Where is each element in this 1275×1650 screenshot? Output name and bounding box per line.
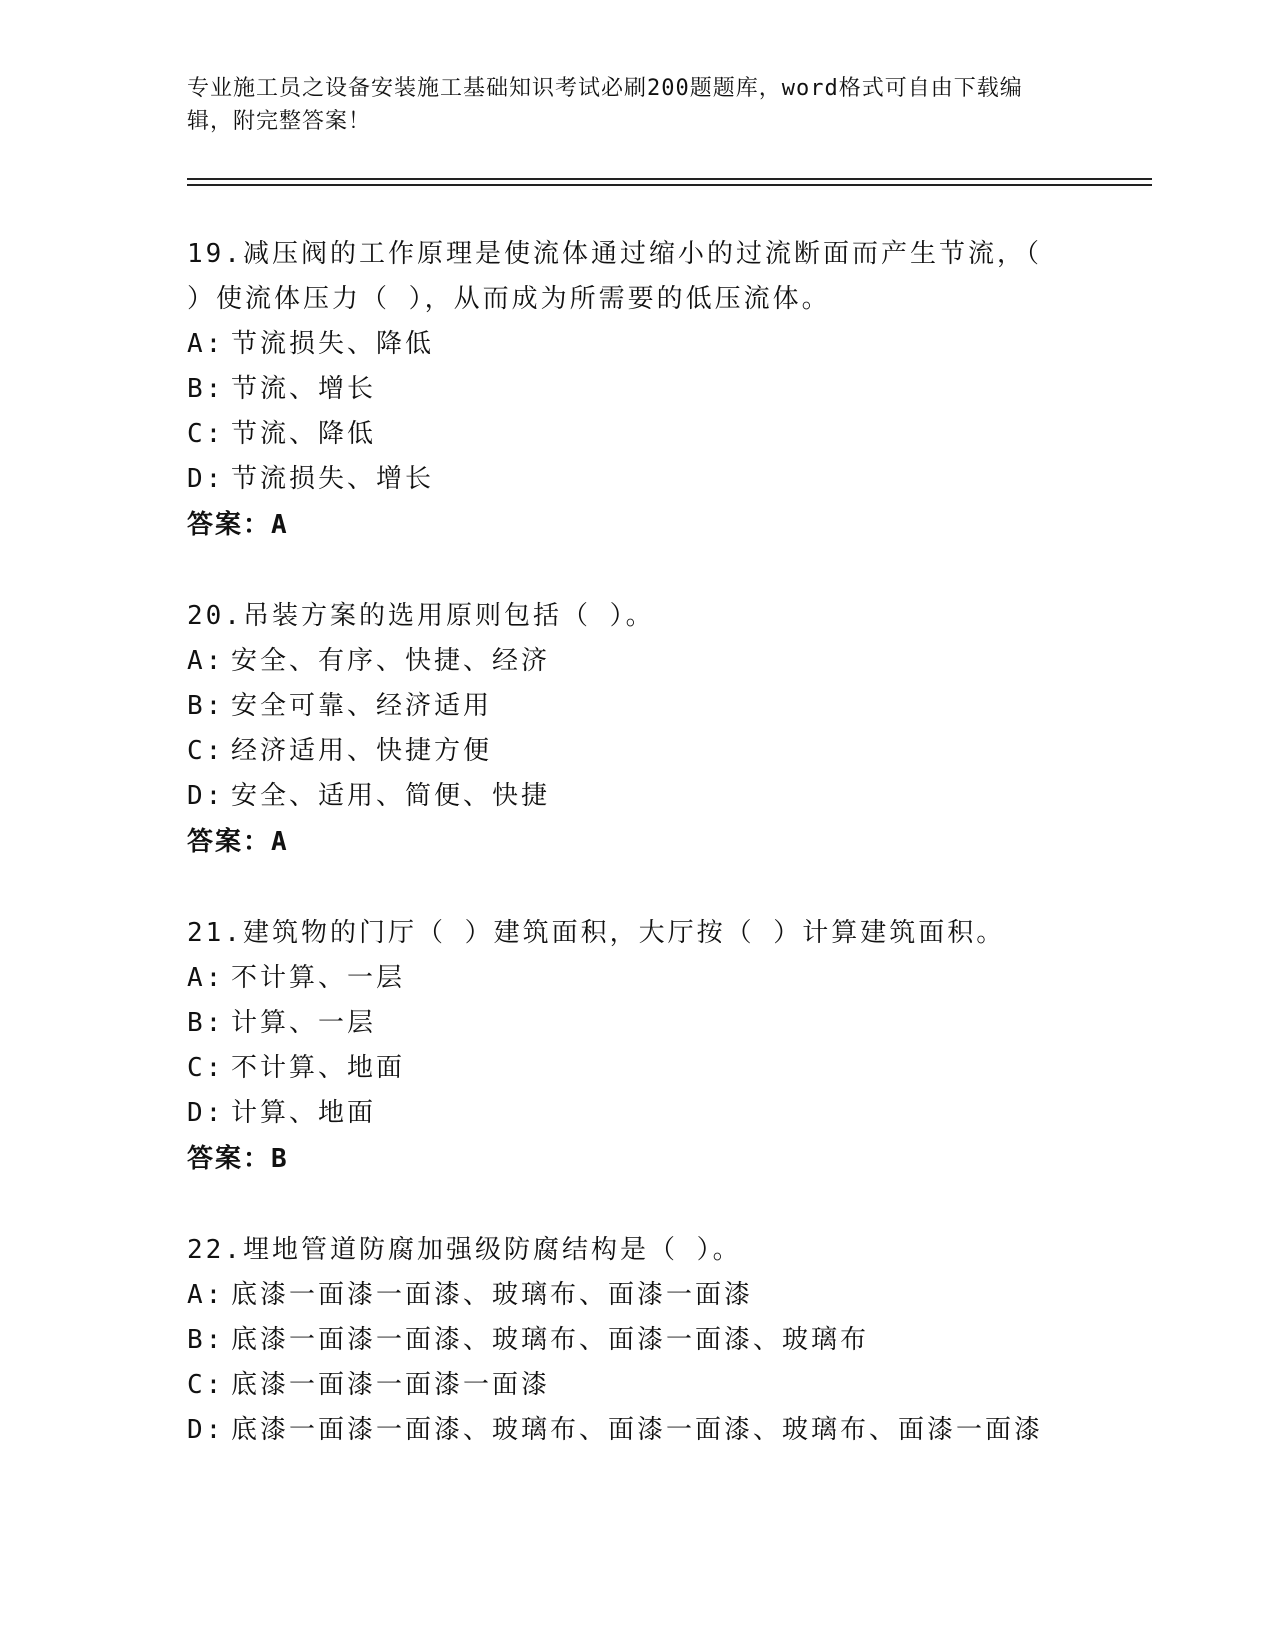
option-a	[187, 322, 1067, 367]
option-text: 底漆一面漆一面漆一面漆	[231, 1370, 551, 1400]
option-letter: C:	[187, 1053, 225, 1083]
question-19	[187, 232, 1067, 548]
option-d	[187, 457, 1067, 502]
option-d	[187, 1408, 1067, 1453]
option-c	[187, 729, 1067, 774]
option-letter: A:	[187, 963, 225, 993]
option-letter: C:	[187, 1370, 225, 1400]
option-text: 节流损失、降低	[231, 329, 435, 359]
option-a	[187, 639, 1067, 684]
option-b	[187, 684, 1067, 729]
answer: 答案：B	[187, 1144, 289, 1174]
option-text: 安全、适用、简便、快捷	[231, 781, 551, 811]
header-divider-bottom	[187, 184, 1152, 186]
option-letter: D:	[187, 781, 225, 811]
option-text: 经济适用、快捷方便	[231, 736, 493, 766]
option-b	[187, 1001, 1067, 1046]
option-text: 节流损失、增长	[231, 464, 435, 494]
option-text: 底漆一面漆一面漆、玻璃布、面漆一面漆、玻璃布	[231, 1325, 870, 1355]
option-text: 计算、一层	[231, 1008, 377, 1038]
option-text: 不计算、地面	[231, 1053, 406, 1083]
option-b	[187, 367, 1067, 412]
question-text: 20.吊装方案的选用原则包括（ ）。	[187, 601, 655, 631]
option-text: 不计算、一层	[231, 963, 406, 993]
option-text: 安全可靠、经济适用	[231, 691, 493, 721]
option-letter: A:	[187, 646, 225, 676]
option-c	[187, 1363, 1067, 1408]
option-text: 节流、增长	[231, 374, 377, 404]
option-text: 底漆一面漆一面漆、玻璃布、面漆一面漆	[231, 1280, 754, 1310]
question-text: 19.减压阀的工作原理是使流体通过缩小的过流断面而产生节流，（ ）使流体压力（ ），从而成为所需要的低压流体。	[187, 239, 1042, 314]
option-letter: C:	[187, 736, 225, 766]
option-a	[187, 956, 1067, 1001]
option-letter: B:	[187, 1008, 225, 1038]
question-22	[187, 1228, 1067, 1453]
question-text: 22.埋地管道防腐加强级防腐结构是（ ）。	[187, 1235, 742, 1265]
option-letter: B:	[187, 374, 225, 404]
answer: 答案：A	[187, 827, 289, 857]
option-c	[187, 412, 1067, 457]
option-letter: A:	[187, 329, 225, 359]
option-letter: D:	[187, 1415, 225, 1445]
option-letter: D:	[187, 1098, 225, 1128]
question-21	[187, 911, 1067, 1182]
option-b	[187, 1318, 1067, 1363]
option-letter: B:	[187, 691, 225, 721]
option-text: 节流、降低	[231, 419, 377, 449]
option-letter: B:	[187, 1325, 225, 1355]
option-letter: C:	[187, 419, 225, 449]
header-divider-top	[187, 178, 1152, 180]
answer: 答案：A	[187, 510, 289, 540]
option-letter: A:	[187, 1280, 225, 1310]
option-text: 安全、有序、快捷、经济	[231, 646, 551, 676]
option-text: 底漆一面漆一面漆、玻璃布、面漆一面漆、玻璃布、面漆一面漆	[231, 1415, 1044, 1445]
option-a	[187, 1273, 1067, 1318]
question-text: 21.建筑物的门厅（ ）建筑面积，大厅按（ ）计算建筑面积。	[187, 918, 1006, 948]
option-d	[187, 774, 1067, 819]
question-20	[187, 594, 1067, 865]
document-header: 专业施工员之设备安装施工基础知识考试必刷200题题库，word格式可自由下载编辑，附完整答案！	[187, 76, 1023, 134]
option-letter: D:	[187, 464, 225, 494]
option-text: 计算、地面	[231, 1098, 377, 1128]
option-c	[187, 1046, 1067, 1091]
option-d	[187, 1091, 1067, 1136]
question-list	[187, 232, 1067, 1499]
